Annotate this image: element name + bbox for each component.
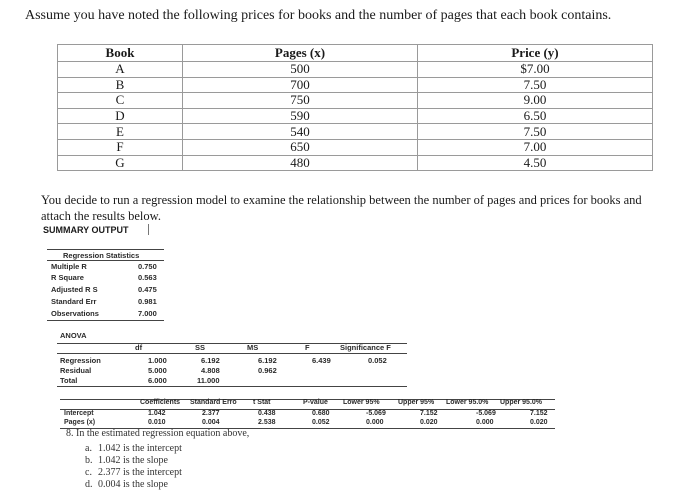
table-header-row xyxy=(58,45,653,62)
coef-cell: 0.020 xyxy=(530,419,548,426)
coef-header: Upper 95.0% xyxy=(500,399,543,406)
coef-cell: 7.152 xyxy=(530,410,548,417)
anova-title: ANOVA xyxy=(60,331,87,340)
stat-label: R Square xyxy=(51,273,84,282)
table-row: D 590 6.50 xyxy=(58,108,653,124)
coef-cell: 7.152 xyxy=(420,410,438,417)
anova-cell: 5.000 xyxy=(148,366,167,375)
table-row: G 480 4.50 xyxy=(58,155,653,171)
anova-cell: 0.962 xyxy=(258,366,277,375)
stat-label: Observations xyxy=(51,309,99,318)
anova-header-sig: Significance F xyxy=(340,343,391,352)
anova-cell: 6.192 xyxy=(258,356,277,365)
anova-header-ss: SS xyxy=(195,343,206,352)
anova-cell: 4.808 xyxy=(201,366,220,375)
coef-header: Lower 95% xyxy=(343,399,380,406)
summary-output-title: SUMMARY OUTPUT xyxy=(43,225,129,235)
choice-d-text[interactable]: 0.004 is the slope xyxy=(98,479,168,490)
task-text-line2: attach the results below. xyxy=(41,209,161,223)
anova-header-ms: MS xyxy=(247,343,259,352)
task-text-line1: You decide to run a regression model to examine the relationship between the number of pages and prices for books and xyxy=(41,193,642,207)
intro-text: Assume you have noted the following prices for books and the number of pages that each book contains. xyxy=(25,8,612,23)
coef-header: t Stat xyxy=(253,399,271,406)
coef-cell: 0.680 xyxy=(312,410,330,417)
text-cursor-icon xyxy=(148,224,149,235)
anova-cell: 6.439 xyxy=(312,356,331,365)
anova-cell: 11.000 xyxy=(197,376,220,385)
header-price: Price (y) xyxy=(418,45,653,62)
coef-header: Upper 95% xyxy=(398,399,435,406)
coef-cell: 0.010 xyxy=(148,419,166,426)
coef-cell: 0.000 xyxy=(366,419,384,426)
question-stem: 8. In the estimated regression equation above, xyxy=(66,428,250,439)
choice-b-letter: b. xyxy=(85,455,93,466)
anova-row-label: Residual xyxy=(60,366,92,375)
coef-cell: 2.538 xyxy=(258,419,276,426)
choice-c-letter: c. xyxy=(85,467,92,478)
choice-a-letter: a. xyxy=(85,443,92,454)
choice-a-text[interactable]: 1.042 is the intercept xyxy=(98,443,182,454)
book-price-table xyxy=(57,44,653,171)
coef-cell: 1.042 xyxy=(148,410,166,417)
table-row: C 750 9.00 xyxy=(58,93,653,109)
stat-label: Multiple R xyxy=(51,262,87,271)
anova-cell: 6.192 xyxy=(201,356,220,365)
coef-row-label: Pages (x) xyxy=(64,419,96,426)
reg-stats-title: Regression Statistics xyxy=(63,251,140,260)
anova-header-df: df xyxy=(135,343,143,352)
header-pages: Pages (x) xyxy=(183,45,418,62)
coef-header: Coefficients xyxy=(140,399,181,406)
table-row: F 650 7.00 xyxy=(58,139,653,155)
coef-cell: 0.438 xyxy=(258,410,276,417)
coef-cell: 0.052 xyxy=(312,419,330,426)
coef-row-label: Intercept xyxy=(64,410,94,417)
anova-row-label: Regression xyxy=(60,356,101,365)
table-row: B 700 7.50 xyxy=(58,77,653,93)
anova-header-f: F xyxy=(305,343,310,352)
choice-b-text[interactable]: 1.042 is the slope xyxy=(98,455,168,466)
coef-cell: 0.000 xyxy=(476,419,494,426)
choice-c-text[interactable]: 2.377 is the intercept xyxy=(98,467,182,478)
stat-label: Standard Err xyxy=(51,297,97,306)
coef-header: Standard Erro xyxy=(190,399,237,406)
stat-value: 0.563 xyxy=(138,273,157,282)
coef-cell: 0.004 xyxy=(202,419,220,426)
header-book: Book xyxy=(58,45,183,62)
coef-cell: -5.069 xyxy=(476,410,496,417)
table-row: A 500 $7.00 xyxy=(58,62,653,78)
coef-header: Lower 95.0% xyxy=(446,399,489,406)
table-row: E 540 7.50 xyxy=(58,124,653,140)
anova-cell: 0.052 xyxy=(368,356,387,365)
stat-value: 0.981 xyxy=(138,297,157,306)
coef-header: P-value xyxy=(303,399,328,406)
coef-cell: 2.377 xyxy=(202,410,220,417)
stat-value: 7.000 xyxy=(138,309,157,318)
anova-cell: 6.000 xyxy=(148,376,167,385)
anova-row-label: Total xyxy=(60,376,78,385)
choice-d-letter: d. xyxy=(85,479,93,490)
coef-cell: -5.069 xyxy=(366,410,386,417)
stat-value: 0.475 xyxy=(138,285,157,294)
anova-cell: 1.000 xyxy=(148,356,167,365)
stat-value: 0.750 xyxy=(138,262,157,271)
stat-label: Adjusted R S xyxy=(51,285,98,294)
coef-cell: 0.020 xyxy=(420,419,438,426)
